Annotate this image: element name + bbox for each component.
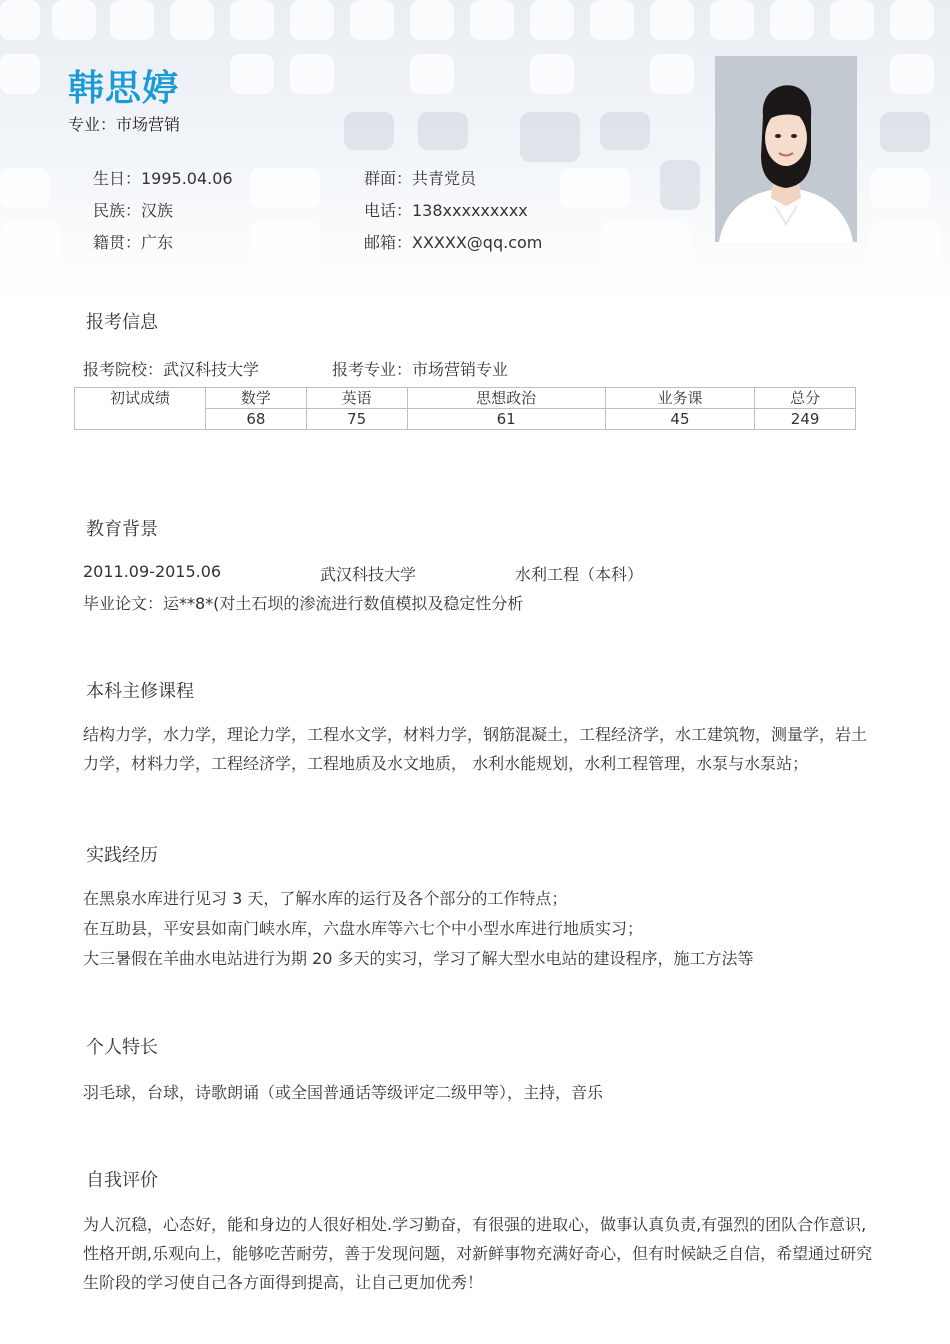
practice-item: 大三暑假在羊曲水电站进行为期 20 多天的实习，学习了解大型水电站的建设程序，施工方法等	[83, 949, 754, 968]
score-header: 英语	[306, 388, 407, 409]
score-value: 61	[407, 409, 605, 430]
exam-section-title: 报考信息	[86, 312, 158, 333]
education-period: 2011.09-2015.06	[83, 562, 222, 581]
exam-school: 报考院校：武汉科技大学	[83, 360, 260, 379]
education-school: 武汉科技大学	[320, 565, 417, 584]
score-header: 思想政治	[407, 388, 605, 409]
score-value: 249	[755, 409, 856, 430]
score-header: 业务课	[605, 388, 754, 409]
birthday: 生日：1995.04.06	[93, 169, 233, 188]
ethnicity: 民族：汉族	[93, 201, 174, 220]
self-eval-section-title: 自我评价	[86, 1170, 158, 1191]
education-section-title: 教育背景	[86, 519, 158, 540]
score-table	[74, 387, 856, 430]
hometown: 籍贯：广东	[93, 233, 174, 252]
skills-text: 羽毛球，台球，诗歌朗诵（或全国普通话等级评定二级甲等），主持，音乐	[83, 1083, 604, 1102]
profile-photo	[715, 56, 857, 242]
practice-section-title: 实践经历	[86, 845, 158, 866]
score-header: 总分	[755, 388, 856, 409]
political-status: 群面：共青党员	[364, 169, 477, 188]
score-row-label: 初试成绩	[75, 388, 206, 430]
self-eval-text: 为人沉稳，心态好，能和身边的人很好相处.学习勤奋，有很强的进取心，做事认真负责,有强烈的团队合作意识,性格开朗,乐观向上，能够吃苦耐劳，善于发现问题，对新鲜事物充满好奇心，但有时候缺乏自信，希望通过研究生阶段的学习使自己各方面得到提高，让自己更加优秀！	[83, 1215, 873, 1292]
score-value: 68	[206, 409, 307, 430]
phone: 电话：138xxxxxxxxx	[364, 201, 528, 220]
candidate-name: 韩思婷	[68, 68, 180, 109]
score-value: 75	[306, 409, 407, 430]
email: 邮箱：XXXXX@qq.com	[364, 233, 543, 252]
score-value: 45	[605, 409, 754, 430]
score-header: 数学	[206, 388, 307, 409]
candidate-major: 专业：市场营销	[68, 115, 181, 134]
education-thesis: 毕业论文：运**8*(对土石坝的渗流进行数值模拟及稳定性分析	[83, 594, 524, 613]
courses-section-title: 本科主修课程	[86, 681, 194, 702]
practice-item: 在黑泉水库进行见习 3 天，了解水库的运行及各个部分的工作特点；	[83, 889, 568, 908]
skills-section-title: 个人特长	[86, 1037, 158, 1058]
practice-item: 在互助县，平安县如南门峡水库，六盘水库等六七个中小型水库进行地质实习；	[83, 919, 644, 938]
courses-text: 结构力学，水力学，理论力学，工程水文学，材料力学，钢筋混凝土，工程经济学，水工建筑物，测量学，岩土力学，材料力学，工程经济学，工程地质及水文地质， 水利水能规划，水利工程管理，水泵与水泵站；	[83, 725, 868, 773]
education-degree: 水利工程（本科）	[515, 565, 644, 584]
exam-major: 报考专业：市场营销专业	[332, 360, 509, 379]
